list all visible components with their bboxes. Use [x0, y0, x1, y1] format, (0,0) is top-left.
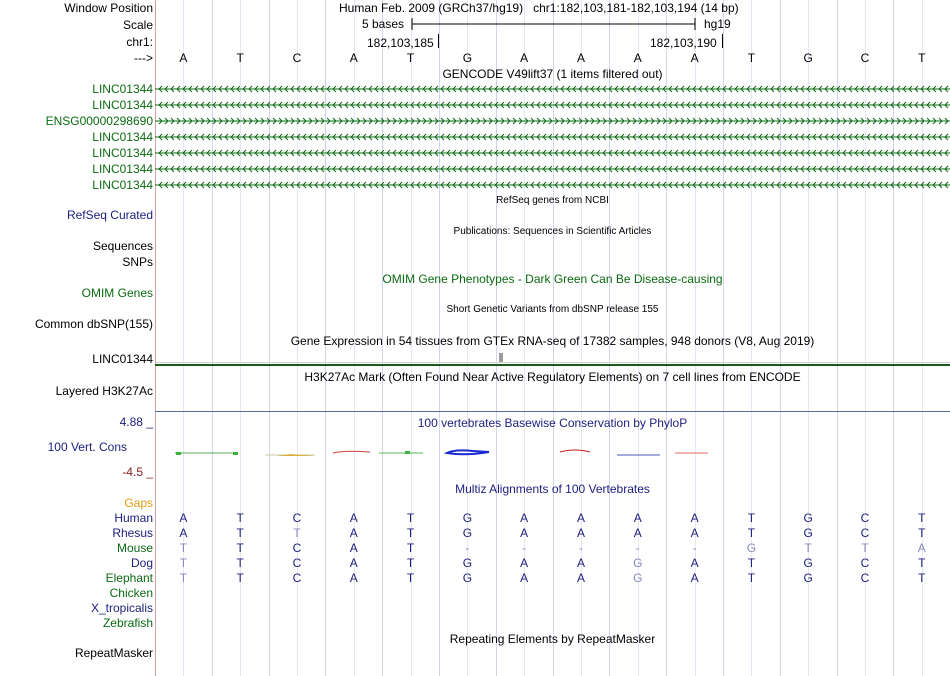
repeatmasker-label[interactable]: RepeatMasker	[74, 646, 153, 660]
alignment-base: T	[179, 571, 188, 585]
dbsnp-track-title[interactable]: Short Genetic Variants from dbSNP release 155	[446, 304, 659, 315]
alignment-base: G	[633, 556, 643, 570]
reference-base: A	[349, 51, 358, 65]
alignment-base: T	[747, 526, 756, 540]
coordinate-tick-1: 182,103,185	[367, 36, 434, 50]
gtex-gene-label[interactable]: LINC01344	[92, 352, 153, 366]
alignment-base: A	[576, 526, 585, 540]
coordinate-tick-mark-1	[438, 34, 439, 48]
alignment-base: T	[918, 556, 926, 570]
species-label[interactable]: Mouse	[116, 541, 153, 555]
alignment-base: T	[179, 556, 188, 570]
alignment-base: G	[803, 571, 813, 585]
snps-label[interactable]: SNPs	[122, 255, 153, 269]
alignment-base: C	[860, 526, 870, 540]
gencode-gene-feature[interactable]	[155, 131, 950, 143]
alignment-base: A	[690, 571, 699, 585]
gencode-gene-feature[interactable]	[155, 163, 950, 175]
refseq-track-title[interactable]: RefSeq genes from NCBI	[496, 195, 609, 206]
gtex-gene-bar	[155, 364, 950, 366]
gencode-gene-label[interactable]: LINC01344	[92, 82, 153, 96]
alignment-base: A	[690, 556, 699, 570]
alignment-base: C	[292, 511, 302, 525]
alignment-base: T	[918, 526, 926, 540]
alignment-base: C	[860, 571, 870, 585]
gencode-gene-feature[interactable]	[155, 147, 950, 159]
alignment-base: A	[179, 526, 188, 540]
alignment-base: A	[179, 511, 188, 525]
species-label[interactable]: Elephant	[105, 571, 153, 585]
reference-base: A	[179, 51, 188, 65]
reference-base: T	[406, 51, 415, 65]
alignment-base: G	[803, 556, 813, 570]
layered-h3k27ac-label[interactable]: Layered H3K27Ac	[55, 384, 153, 398]
alignment-base: A	[349, 571, 358, 585]
phylop-track-title[interactable]: 100 vertebrates Basewise Conservation by PhyloP	[417, 416, 688, 430]
alignment-base: A	[576, 511, 585, 525]
alignment-base: T	[747, 511, 756, 525]
alignment-base: T	[236, 541, 244, 555]
gencode-gene-label[interactable]: ENSG00000298690	[45, 114, 153, 128]
alignment-base: T	[747, 556, 756, 570]
species-label[interactable]: Human	[114, 511, 153, 525]
alignment-base: G	[746, 541, 757, 555]
omim-track-title[interactable]: OMIM Gene Phenotypes - Dark Green Can Be Disease-causing	[382, 272, 723, 286]
reference-base: T	[918, 51, 926, 65]
reference-base: A	[690, 51, 699, 65]
assembly-name: Human Feb. 2009 (GRCh37/hg19)	[339, 1, 524, 15]
alignment-base: A	[349, 541, 358, 555]
gaps-label[interactable]: Gaps	[124, 496, 153, 510]
reference-base: A	[520, 51, 529, 65]
reference-base: G	[462, 51, 473, 65]
chromosome-label: chr1:	[126, 35, 153, 49]
alignment-base: T	[406, 541, 415, 555]
alignment-base: A	[520, 571, 529, 585]
coordinate-tick-mark-2	[722, 34, 723, 48]
common-dbsnp-label[interactable]: Common dbSNP(155)	[34, 317, 153, 331]
vert-cons-label[interactable]: 100 Vert. Cons	[47, 440, 127, 454]
reference-base: T	[236, 51, 244, 65]
phylop-conservation-graph	[155, 440, 950, 468]
alignment-base: T	[406, 511, 415, 525]
alignment-base: -	[635, 541, 640, 555]
alignment-base: G	[462, 556, 473, 570]
publications-track-title[interactable]: Publications: Sequences in Scientific Articles	[453, 226, 652, 237]
alignment-base: C	[292, 571, 302, 585]
alignment-base: G	[462, 526, 473, 540]
species-label[interactable]: X_tropicalis	[90, 601, 153, 615]
alignment-base: T	[918, 511, 926, 525]
alignment-base: A	[520, 526, 529, 540]
alignment-base: T	[804, 541, 812, 555]
gencode-gene-label[interactable]: LINC01344	[92, 130, 153, 144]
multiz-track-title[interactable]: Multiz Alignments of 100 Vertebrates	[455, 482, 650, 496]
omim-genes-label[interactable]: OMIM Genes	[81, 286, 153, 300]
reference-base: A	[576, 51, 585, 65]
alignment-base: T	[179, 541, 188, 555]
species-label[interactable]: Dog	[130, 556, 153, 570]
alignment-base: T	[861, 541, 869, 555]
alignment-base: G	[462, 511, 473, 525]
alignment-base: A	[576, 556, 585, 570]
alignment-base: G	[462, 571, 473, 585]
alignment-base: A	[690, 526, 699, 540]
reference-base: C	[860, 51, 870, 65]
alignment-base: T	[406, 526, 415, 540]
phylop-max-label: 4.88 _	[119, 415, 153, 429]
alignment-base: A	[520, 511, 529, 525]
alignment-base: A	[349, 526, 358, 540]
alignment-base: A	[576, 571, 585, 585]
alignment-base: A	[349, 556, 358, 570]
gencode-gene-feature[interactable]	[155, 115, 950, 127]
gencode-gene-label[interactable]: LINC01344	[92, 162, 153, 176]
repeatmasker-track-title[interactable]: Repeating Elements by RepeatMasker	[449, 632, 656, 646]
gencode-gene-feature[interactable]	[155, 179, 950, 191]
alignment-base: T	[747, 571, 756, 585]
h3k27ac-track-title[interactable]: H3K27Ac Mark (Often Found Near Active Regulatory Elements) on 7 cell lines from ENCODE	[304, 370, 801, 384]
strand-arrow-label: --->	[134, 51, 153, 65]
alignment-base: T	[236, 511, 244, 525]
refseq-curated-label[interactable]: RefSeq Curated	[66, 208, 153, 222]
alignment-base: C	[860, 556, 870, 570]
h3k27ac-signal-line	[155, 411, 950, 412]
sequences-label[interactable]: Sequences	[92, 239, 153, 253]
alignment-base: -	[465, 541, 470, 555]
alignment-base: G	[803, 526, 813, 540]
alignment-base: T	[236, 526, 244, 540]
species-label[interactable]: Rhesus	[112, 526, 153, 540]
alignment-base: C	[292, 541, 302, 555]
reference-base: A	[633, 51, 642, 65]
alignment-base: A	[917, 541, 926, 555]
gencode-gene-label[interactable]: LINC01344	[92, 146, 153, 160]
alignment-base: C	[292, 556, 302, 570]
reference-base: C	[292, 51, 302, 65]
alignment-base: T	[918, 571, 926, 585]
db-label: hg19	[704, 17, 731, 31]
alignment-base: G	[633, 571, 643, 585]
gencode-gene-label[interactable]: LINC01344	[92, 98, 153, 112]
gencode-track-title[interactable]: GENCODE V49lift37 (1 items filtered out)	[442, 67, 663, 81]
alignment-base: A	[633, 526, 642, 540]
alignment-base: T	[236, 571, 244, 585]
alignment-base: T	[406, 556, 415, 570]
gtex-baseline	[155, 362, 950, 363]
alignment-base: -	[522, 541, 527, 555]
alignment-base: -	[692, 541, 697, 555]
alignment-base: A	[349, 511, 358, 525]
gtex-track-title[interactable]: Gene Expression in 54 tissues from GTEx RNA-seq of 17382 samples, 948 donors (V8, Aug 2019)	[290, 334, 815, 348]
gencode-gene-label[interactable]: LINC01344	[92, 178, 153, 192]
alignment-base: A	[690, 511, 699, 525]
alignment-base: T	[293, 526, 301, 540]
assembly-title	[339, 1, 739, 15]
alignment-base: A	[633, 511, 642, 525]
scale-bar	[410, 17, 700, 31]
alignment-base: -	[579, 541, 583, 555]
species-label[interactable]: Chicken	[109, 586, 153, 600]
alignment-base: T	[236, 556, 244, 570]
alignment-base: C	[860, 511, 870, 525]
reference-base: T	[747, 51, 756, 65]
coordinate-tick-2: 182,103,190	[650, 36, 717, 50]
phylop-min-label: -4.5 _	[122, 465, 153, 479]
alignment-base: G	[803, 511, 813, 525]
gencode-gene-feature[interactable]	[155, 83, 950, 95]
scale-label: Scale	[122, 18, 153, 32]
gencode-gene-feature[interactable]	[155, 99, 950, 111]
window-position-label: Window Position	[64, 1, 153, 15]
alignment-base: T	[406, 571, 415, 585]
window-coordinates[interactable]: chr1:182,103,181-182,103,194 (14 bp)	[533, 1, 739, 15]
species-label[interactable]: Zebrafish	[102, 616, 153, 630]
scale-bar-text: 5 bases	[362, 17, 405, 31]
reference-base: G	[803, 51, 813, 65]
alignment-base: A	[520, 556, 529, 570]
